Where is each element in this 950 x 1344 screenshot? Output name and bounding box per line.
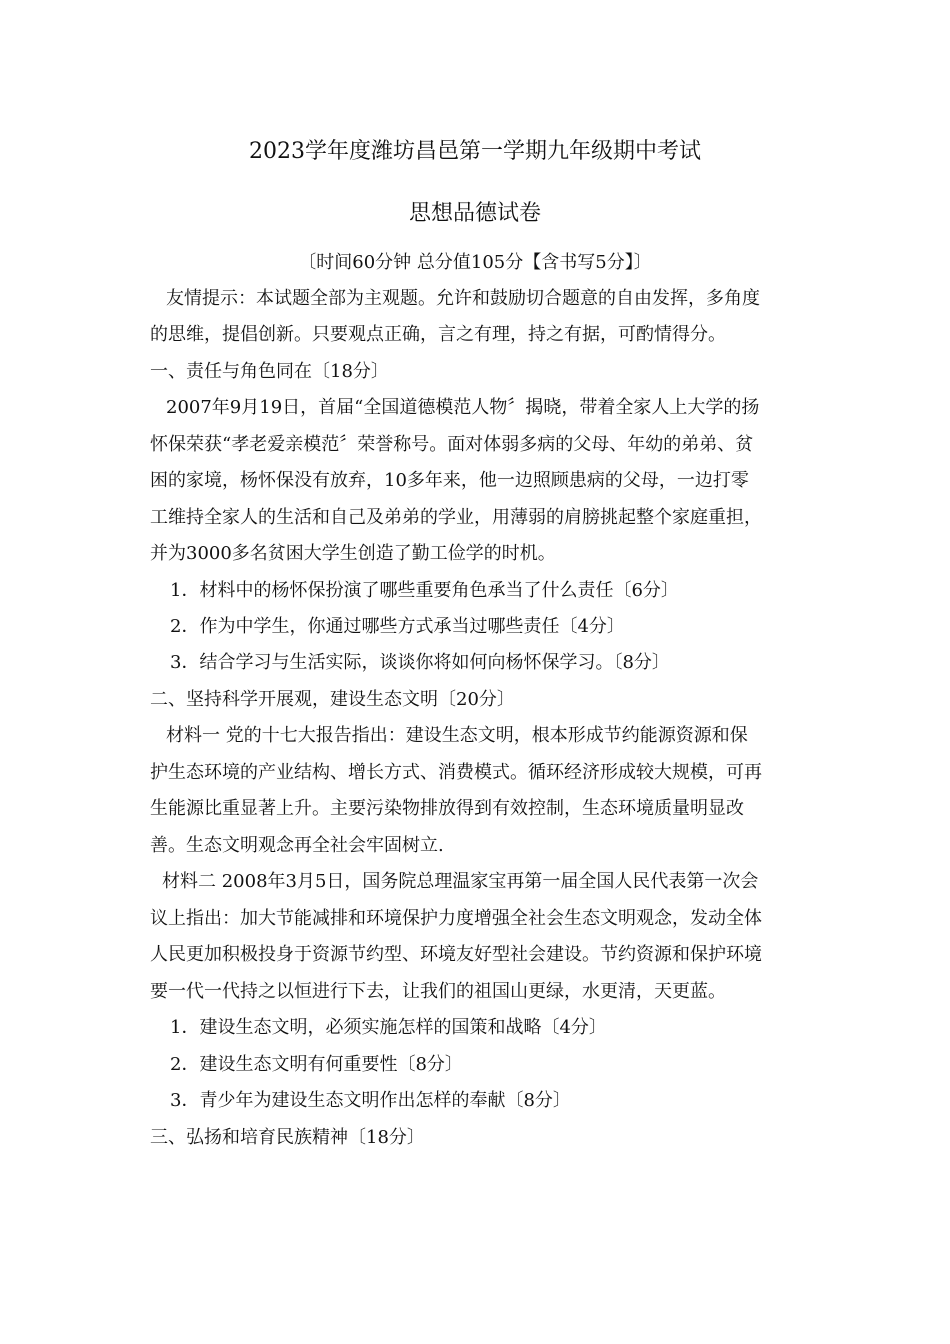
section2-material2-line: 材料二 2008年3月5日，国务院总理温家宝再第一届全国人民代表第一次会 [162, 871, 759, 892]
section1-heading: 一、责任与角色同在〔18分〕 [150, 361, 389, 382]
section1-material-line: 困的家境，杨怀保没有放弃，10多年来，他一边照顾患病的父母，一边打零 [150, 470, 749, 491]
section2-question-1: 1．建设生态文明，必须实施怎样的国策和战略〔4分〕 [170, 1017, 607, 1038]
section2-heading: 二、坚持科学开展观，建设生态文明〔20分〕 [150, 689, 515, 710]
exam-subtitle: 思想品德试卷 [408, 201, 541, 226]
section2-material2-line: 要一代一代持之以恒进行下去，让我们的祖国山更绿，水更清，天更蓝。 [150, 981, 726, 1002]
section1-material-line: 2007年9月19日，首届“全国道德模范人物〞揭晓，带着全家人上大学的扬 [166, 397, 760, 418]
section1-question-1: 1．材料中的杨怀保扮演了哪些重要角色承当了什么责任〔6分〕 [170, 580, 679, 601]
section1-question-3: 3．结合学习与生活实际，谈谈你将如何向杨怀保学习。〔8分〕 [170, 652, 670, 673]
section2-material1-line: 材料一 党的十七大报告指出：建设生态文明，根本形成节约能源资源和保 [166, 725, 748, 746]
tip-line-2: 的思维，提倡创新。只要观点正确，言之有理，持之有据，可酌情得分。 [150, 324, 726, 345]
section2-material2-line: 议上指出：加大节能减排和环境保护力度增强全社会生态文明观念，发动全体 [150, 908, 762, 929]
section1-material-line: 工维持全家人的生活和自己及弟弟的学业，用薄弱的肩膀挑起整个家庭重担， [150, 507, 762, 528]
section2-material1-line: 生能源比重显著上升。主要污染物排放得到有效控制，生态环境质量明显改 [150, 798, 744, 819]
time-info: 〔时间60分钟 总分值105分【含书写5分】〕 [298, 252, 652, 273]
section3-heading: 三、弘扬和培育民族精神〔18分〕 [150, 1127, 425, 1148]
section2-material2-line: 人民更加积极投身于资源节约型、环境友好型社会建设。节约资源和保护环境 [150, 944, 762, 965]
exam-title: 2023学年度潍坊昌邑第一学期九年级期中考试 [249, 139, 701, 164]
section1-material-line: 怀保荣获“孝老爱亲模范〞荣誉称号。面对体弱多病的父母、年幼的弟弟、贫 [150, 434, 754, 455]
section1-material-line: 并为3000多名贫困大学生创造了勤工俭学的时机。 [150, 543, 556, 564]
section2-material1-line: 善。生态文明观念再全社会牢固树立. [150, 835, 444, 856]
section2-question-3: 3．青少年为建设生态文明作出怎样的奉献〔8分〕 [170, 1090, 571, 1111]
section2-material1-line: 护生态环境的产业结构、增长方式、消费模式。循环经济形成较大规模，可再 [150, 762, 762, 783]
tip-line-1: 友情提示：本试题全部为主观题。允许和鼓励切合题意的自由发挥，多角度 [166, 288, 760, 309]
section2-question-2: 2．建设生态文明有何重要性〔8分〕 [170, 1054, 463, 1075]
section1-question-2: 2．作为中学生，你通过哪些方式承当过哪些责任〔4分〕 [170, 616, 625, 637]
